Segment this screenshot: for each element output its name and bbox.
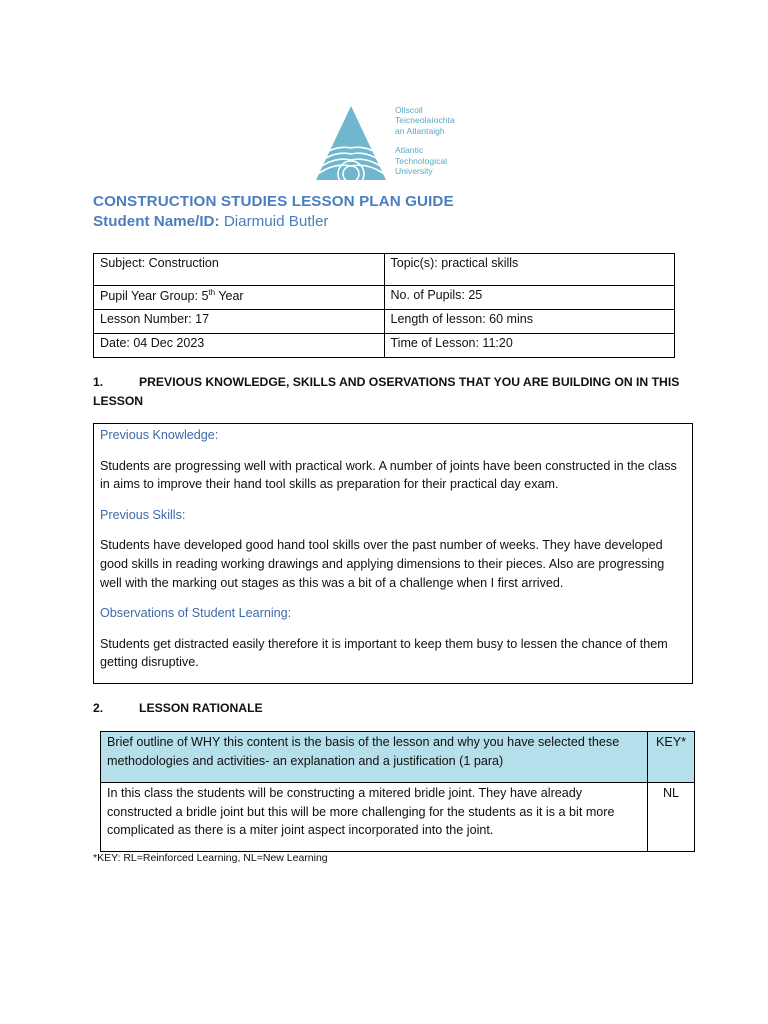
section-title: PREVIOUS KNOWLEDGE, SKILLS AND OSERVATIONS THAT YOU ARE BUILDING ON IN THIS LESSON [93,375,680,408]
pupils-cell: No. of Pupils: 25 [384,286,675,310]
knowledge-label: Previous Knowledge: [100,428,219,442]
skills-label: Previous Skills: [100,507,186,522]
document-title: CONSTRUCTION STUDIES LESSON PLAN GUIDE [93,193,454,210]
topics-cell: Topic(s): practical skills [384,254,675,286]
section-1-heading [93,373,683,411]
time-cell: Time of Lesson: 11:20 [384,334,675,358]
lesson-info-table [93,253,675,358]
lesson-rationale-table [100,731,695,852]
logo-line: University [395,166,433,177]
atu-logo-mark [312,104,390,182]
knowledge-text: Students are progressing well with practical work. A number of joints have been constructed in the class in aims to improve their hand tool skills as preparation for their practical day exam. [100,458,677,492]
rationale-header: Brief outline of WHY this content is the basis of the lesson and why you have selected these methodologies and activities- an explanation and a justification (1 para) [101,732,648,783]
student-label: Student Name/ID: [93,213,220,230]
year-group-cell: Pupil Year Group: 5th Year [94,286,385,310]
observations-label: Observations of Student Learning: [100,606,292,621]
lesson-number-cell: Lesson Number: 17 [94,310,385,334]
logo-line: Teicneolaíochta [395,115,455,126]
date-cell: Date: 04 Dec 2023 [94,334,385,358]
section-number: 1. [93,375,104,389]
logo-line: Technological [395,155,448,166]
logo-line: Atlantic [395,145,424,156]
rationale-text: In this class the students will be constructing a mitered bridle joint. They have already constructed a bridle joint but this will be more challenging for the students as it is a bit more complicated as there is a miter joint aspect incorporated into the joint. [101,783,648,852]
logo-line: an Atlantaigh [395,125,445,136]
student-name: Diarmuid Butler [223,213,329,230]
section-number: 2. [93,701,104,715]
observations-text: Students get distracted easily therefore it is important to keep them busy to lessen the chance of them getting disruptive. [100,636,668,670]
skills-text: Students have developed good hand tool skills over the past number of weeks. They have developed good skills in reading working drawings and applying dimensions to their pieces. Also are progressing well with the marking out stages as this was a bit of a challenge when I first arrived. [100,538,665,590]
key-value: NL [648,783,695,852]
length-cell: Length of lesson: 60 mins [384,310,675,334]
section-2-heading [93,699,683,718]
student-name-line [93,213,328,230]
previous-knowledge-box [93,423,693,684]
atu-logo [312,104,472,182]
key-note: *KEY: RL=Reinforced Learning, NL=New Learning [93,852,328,864]
subject-cell: Subject: Construction [94,254,385,286]
logo-line: Ollscoil [395,105,423,115]
logo-wordmark [395,105,455,176]
key-header: KEY* [648,732,695,783]
section-title: LESSON RATIONALE [139,701,263,715]
